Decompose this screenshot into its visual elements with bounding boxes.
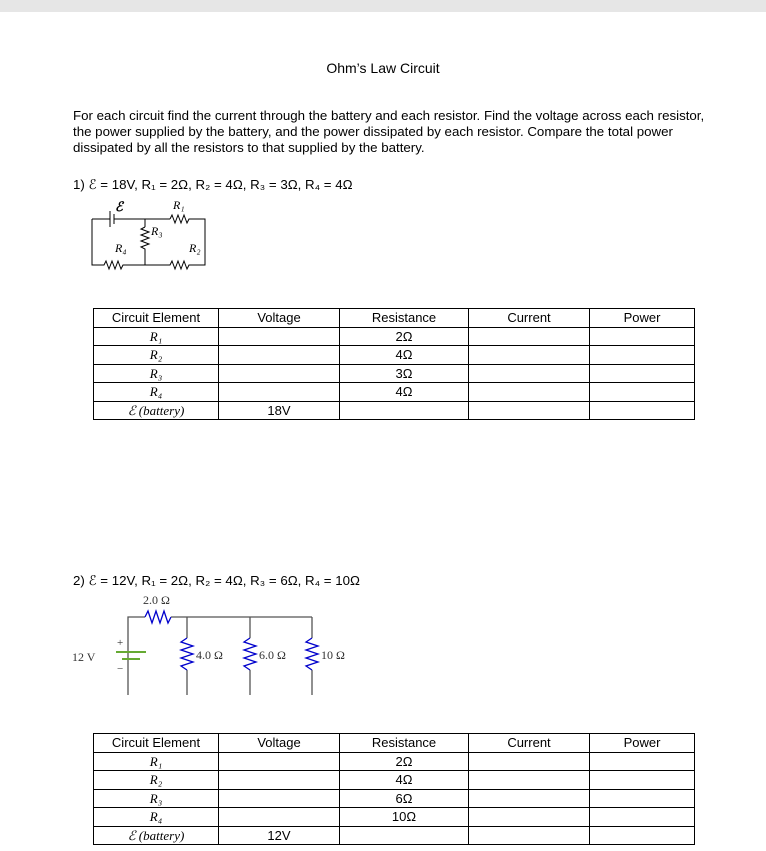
- header-voltage: Voltage: [219, 734, 340, 753]
- plus-label: +: [117, 637, 124, 649]
- cell-element: R₃: [94, 789, 219, 808]
- table-row: [94, 789, 695, 808]
- table-row: [94, 826, 695, 845]
- cell-voltage: 18V: [219, 401, 340, 420]
- circuit-2-diagram: [70, 588, 370, 698]
- cell-resistance: 6Ω: [340, 789, 469, 808]
- cell-resistance: [340, 401, 469, 420]
- cell-voltage: [219, 808, 340, 827]
- table-header: [94, 309, 695, 328]
- cell-current: [469, 364, 590, 383]
- cell-voltage: [219, 327, 340, 346]
- header-power: Power: [590, 734, 695, 753]
- cell-power: [590, 327, 695, 346]
- cell-power: [590, 752, 695, 771]
- r2-label: 4.0 Ω: [196, 648, 223, 662]
- cell-voltage: [219, 383, 340, 402]
- cell-power: [590, 364, 695, 383]
- top-bar: [0, 0, 766, 12]
- cell-resistance: 10Ω: [340, 808, 469, 827]
- header-resistance: Resistance: [340, 734, 469, 753]
- cell-resistance: [340, 826, 469, 845]
- table-row: [94, 771, 695, 790]
- cell-current: [469, 346, 590, 365]
- r3-label: R₃: [151, 224, 163, 238]
- cell-resistance: 4Ω: [340, 383, 469, 402]
- table-row: [94, 327, 695, 346]
- table-row: [94, 346, 695, 365]
- r2-label: R₂: [189, 241, 201, 255]
- cell-resistance: 4Ω: [340, 771, 469, 790]
- cell-element: R₂: [94, 771, 219, 790]
- cell-element: R₃: [94, 364, 219, 383]
- page-title: Ohm’s Law Circuit: [326, 60, 440, 76]
- minus-label: −: [117, 663, 124, 675]
- header-current: Current: [469, 734, 590, 753]
- circuit-1-diagram: [85, 195, 215, 275]
- cell-voltage: 12V: [219, 826, 340, 845]
- header-current: Current: [469, 309, 590, 328]
- cell-power: [590, 789, 695, 808]
- header-power: Power: [590, 309, 695, 328]
- cell-resistance: 2Ω: [340, 327, 469, 346]
- cell-element: R₄: [94, 383, 219, 402]
- cell-voltage: [219, 364, 340, 383]
- cell-power: [590, 383, 695, 402]
- r4-label: 10 Ω: [321, 648, 345, 662]
- results-table-2: [93, 733, 695, 845]
- cell-resistance: 3Ω: [340, 364, 469, 383]
- header-resistance: Resistance: [340, 309, 469, 328]
- r3-label: 6.0 Ω: [259, 648, 286, 662]
- cell-current: [469, 808, 590, 827]
- table-header: [94, 734, 695, 753]
- table-row: [94, 383, 695, 402]
- emf-label: ℰ: [115, 199, 123, 214]
- r4-label: R₄: [115, 241, 127, 255]
- cell-element: R₄: [94, 808, 219, 827]
- cell-voltage: [219, 752, 340, 771]
- cell-voltage: [219, 771, 340, 790]
- cell-voltage: [219, 789, 340, 808]
- cell-element: R₁: [94, 752, 219, 771]
- cell-current: [469, 771, 590, 790]
- cell-resistance: 4Ω: [340, 346, 469, 365]
- cell-power: [590, 346, 695, 365]
- cell-element: R₁: [94, 327, 219, 346]
- cell-current: [469, 327, 590, 346]
- cell-power: [590, 826, 695, 845]
- cell-current: [469, 401, 590, 420]
- problem-2-label: 2) ℰ = 12V, R₁ = 2Ω, R₂ = 4Ω, R₃ = 6Ω, R₄ = 10Ω: [73, 573, 360, 588]
- table-row: [94, 808, 695, 827]
- cell-element: ℰ (battery): [94, 826, 219, 845]
- cell-power: [590, 771, 695, 790]
- cell-current: [469, 789, 590, 808]
- cell-current: [469, 826, 590, 845]
- results-table-1: [93, 308, 695, 420]
- cell-element: ℰ (battery): [94, 401, 219, 420]
- cell-power: [590, 401, 695, 420]
- header-element: Circuit Element: [94, 734, 219, 753]
- header-element: Circuit Element: [94, 309, 219, 328]
- cell-element: R₂: [94, 346, 219, 365]
- r1-label: 2.0 Ω: [143, 593, 170, 607]
- header-voltage: Voltage: [219, 309, 340, 328]
- cell-current: [469, 752, 590, 771]
- cell-voltage: [219, 346, 340, 365]
- cell-power: [590, 808, 695, 827]
- battery-label: 12 V: [72, 650, 96, 664]
- cell-current: [469, 383, 590, 402]
- instructions: For each circuit find the current through the battery and each resistor. Find the voltage across each resistor, the power supplied by the battery, and the power dissipated by each resistor. Compare the total power dissipated by all the resistors to that supplied by the battery.: [73, 108, 705, 155]
- table-row: [94, 364, 695, 383]
- cell-resistance: 2Ω: [340, 752, 469, 771]
- r1-label: R₁: [173, 198, 185, 212]
- problem-1-label: 1) ℰ = 18V, R₁ = 2Ω, R₂ = 4Ω, R₃ = 3Ω, R₄ = 4Ω: [73, 177, 353, 192]
- table-row: [94, 752, 695, 771]
- table-row: [94, 401, 695, 420]
